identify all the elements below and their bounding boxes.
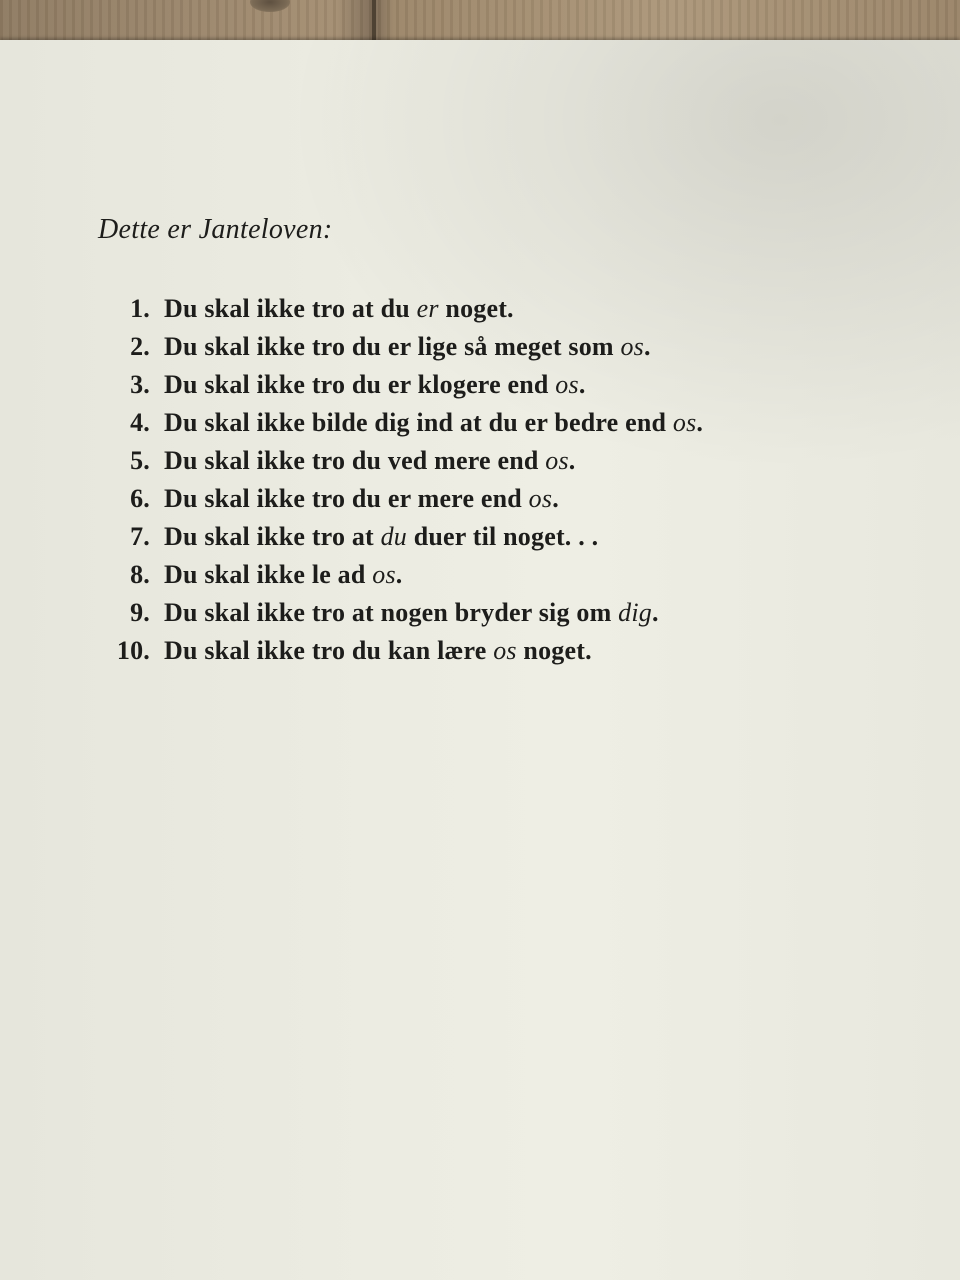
- law-text-segment: Du skal ikke tro at: [164, 522, 381, 551]
- law-text: [164, 594, 659, 632]
- law-item: [98, 632, 898, 670]
- law-text-segment: Du skal ikke bilde dig ind at du er bedre end: [164, 408, 673, 437]
- law-text-segment: Du skal ikke tro du er lige så meget som: [164, 332, 621, 361]
- law-text: [164, 556, 402, 594]
- law-number: 5.: [130, 446, 150, 475]
- law-text-segment: .: [568, 446, 576, 475]
- law-item: [98, 556, 898, 594]
- law-text: [164, 632, 592, 670]
- law-number: 2.: [130, 332, 150, 361]
- law-text: [164, 328, 651, 366]
- janteloven-list: [98, 290, 898, 670]
- law-item: [98, 480, 898, 518]
- law-text-segment: noget.: [438, 294, 514, 323]
- law-text: [164, 480, 559, 518]
- law-text-segment: .: [696, 408, 704, 437]
- law-text-emphasis: os: [493, 636, 517, 665]
- law-text-segment: duer til noget. . .: [407, 522, 599, 551]
- law-number: 7.: [130, 522, 150, 551]
- law-text-segment: Du skal ikke tro du er mere end: [164, 484, 529, 513]
- law-text-emphasis: du: [380, 522, 408, 551]
- law-text-emphasis: os: [545, 446, 569, 475]
- law-text: [164, 518, 598, 556]
- law-number: 1.: [130, 294, 150, 323]
- wood-knot: [250, 0, 290, 12]
- law-number: 10.: [116, 636, 150, 665]
- page-heading: Dette er Janteloven:: [98, 214, 333, 245]
- law-text-emphasis: os: [672, 408, 697, 437]
- law-item: [98, 594, 898, 632]
- law-number: 3.: [130, 370, 150, 399]
- law-text-segment: .: [552, 484, 559, 513]
- law-text-segment: Du skal ikke tro at du: [164, 294, 417, 323]
- law-text: [164, 404, 703, 442]
- law-number: 9.: [130, 598, 150, 627]
- law-item: [98, 518, 898, 556]
- law-text-emphasis: os: [555, 370, 579, 399]
- law-text-segment: Du skal ikke tro du er klogere end: [164, 370, 556, 399]
- law-number: 8.: [130, 560, 150, 589]
- law-item: [98, 366, 898, 404]
- law-number: 6.: [130, 484, 150, 513]
- law-text-segment: Du skal ikke tro at nogen bryder sig om: [164, 598, 619, 627]
- law-text-segment: .: [644, 332, 651, 361]
- law-text-segment: .: [651, 598, 659, 627]
- law-item: [98, 290, 898, 328]
- law-number: 4.: [130, 408, 150, 437]
- law-text-emphasis: os: [620, 332, 644, 361]
- law-item: [98, 328, 898, 366]
- law-item: [98, 404, 898, 442]
- page-content: [98, 210, 898, 670]
- law-text-segment: Du skal ikke le ad: [164, 560, 373, 589]
- law-text: [164, 366, 586, 404]
- law-text-segment: .: [578, 370, 586, 399]
- book-page: [0, 40, 960, 1280]
- law-text: [164, 442, 575, 480]
- law-text-segment: Du skal ikke tro du ved mere end: [164, 446, 546, 475]
- law-text-emphasis: os: [372, 560, 396, 589]
- law-text-emphasis: dig: [618, 598, 652, 627]
- law-text-emphasis: os: [528, 484, 553, 513]
- law-item: [98, 442, 898, 480]
- law-text-segment: Du skal ikke tro du kan lære: [164, 636, 494, 665]
- law-text-segment: noget.: [516, 636, 592, 665]
- law-text: [164, 290, 514, 328]
- law-text-emphasis: er: [416, 294, 439, 323]
- law-text-segment: .: [395, 560, 403, 589]
